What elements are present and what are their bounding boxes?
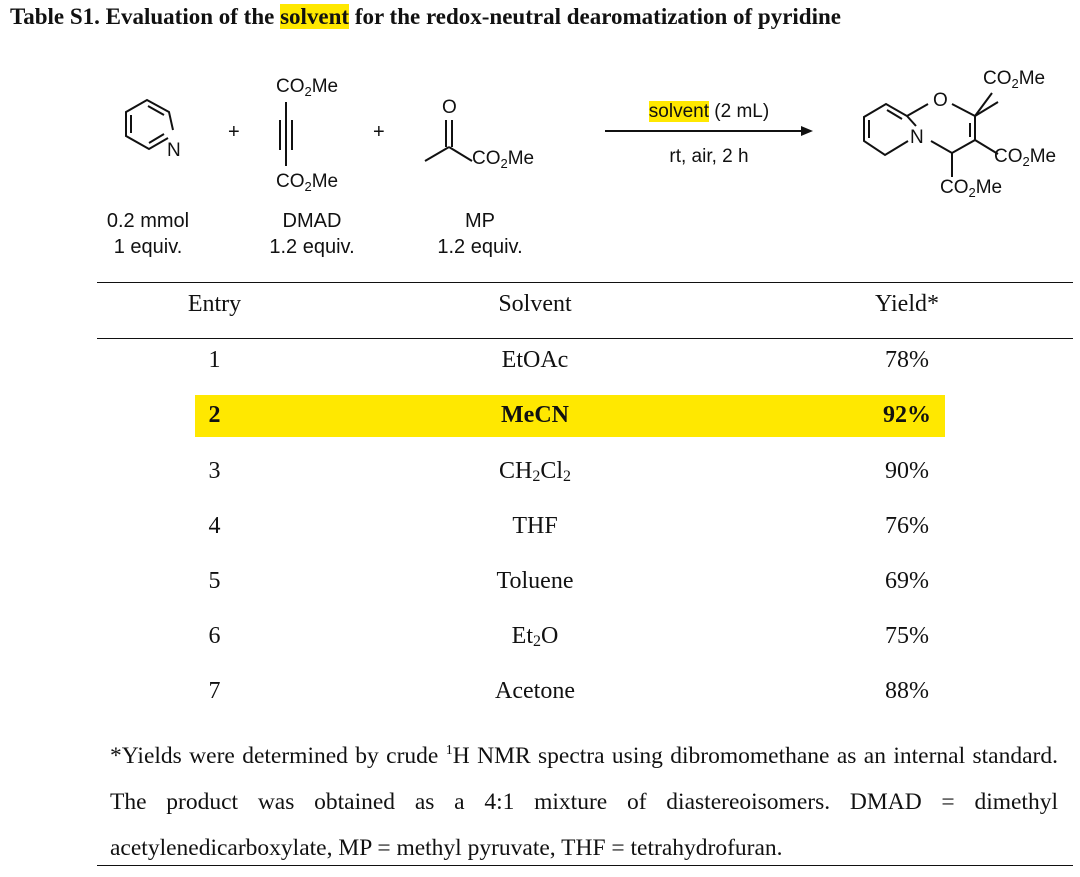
product-ester-top: $CO_2Me$ xyxy=(983,68,1046,91)
yield-cell: 88% xyxy=(885,678,929,704)
title-suffix: for the redox-neutral dearomatization of pyridine xyxy=(349,4,841,29)
table-row xyxy=(97,617,1073,661)
entry-cell: 6 xyxy=(208,623,221,649)
table-top-rule xyxy=(97,282,1073,283)
pyridine-amount: 0.2 mmol xyxy=(106,210,190,232)
arrow-solvent-label xyxy=(605,101,813,123)
header-entry: Entry xyxy=(187,291,242,317)
entry-cell: 1 xyxy=(208,347,221,373)
header-solvent: Solvent xyxy=(498,291,572,317)
solvent-cell: MeCN xyxy=(501,402,569,428)
table-row xyxy=(97,562,1073,606)
dmad-structure xyxy=(280,102,292,166)
solvent-cell: THF xyxy=(512,513,558,539)
solvent-cell: EtOAc xyxy=(501,347,569,373)
entry-cell: 2 xyxy=(208,402,221,428)
yield-cell: 76% xyxy=(885,513,929,539)
product-o-label: O xyxy=(933,90,948,111)
footnote-part-1: *Yields were determined by crude xyxy=(110,743,446,769)
solvent-cell: Acetone xyxy=(495,678,575,704)
mp-structure xyxy=(425,120,472,161)
table-row xyxy=(97,452,1073,496)
product-n-label: N xyxy=(910,127,924,148)
dmad-top-ester: $CO_2Me$ xyxy=(276,76,339,99)
arrow-conditions: rt, air, 2 h xyxy=(669,146,749,167)
solvent-subscript: 2 xyxy=(532,468,541,485)
solvent-part: O xyxy=(540,623,559,649)
yield-cell: 92% xyxy=(883,402,931,428)
solvent-part: CH xyxy=(498,458,533,484)
product-ester-bottom: $CO_2Me$ xyxy=(940,177,1003,200)
mp-name: MP xyxy=(465,210,495,232)
plus-sign-2: + xyxy=(373,121,385,143)
solvent-subscript: 2 xyxy=(563,468,572,485)
mp-ester: $CO_2Me$ xyxy=(472,148,535,171)
plus-sign-1: + xyxy=(228,121,240,143)
solvent-highlight: solvent xyxy=(648,101,709,122)
solvent-cell xyxy=(433,458,637,486)
table-header-rule xyxy=(97,338,1073,339)
table-footnote xyxy=(110,728,1058,871)
yield-cell: 69% xyxy=(885,568,929,594)
solvent-part: Cl xyxy=(540,458,564,484)
product-ester-right: $CO_2Me$ xyxy=(994,146,1057,169)
solvent-cell xyxy=(433,623,637,651)
table-row xyxy=(97,507,1073,551)
solvent-subscript: 2 xyxy=(532,633,541,650)
yield-cell: 78% xyxy=(885,347,929,373)
title-prefix: Table S1. Evaluation of the xyxy=(10,4,281,29)
dmad-bottom-ester: $CO_2Me$ xyxy=(276,171,339,194)
table-row xyxy=(97,341,1073,385)
solvent-cell: Toluene xyxy=(496,568,574,594)
pyridine-equiv: 1 equiv. xyxy=(113,236,183,258)
dmad-name: DMAD xyxy=(282,210,342,232)
entry-cell: 5 xyxy=(208,568,221,594)
mp-o-label: O xyxy=(442,97,457,118)
table-row-highlighted xyxy=(97,396,1073,440)
yield-cell: 90% xyxy=(885,458,929,484)
table-header-row xyxy=(97,285,1073,329)
dmad-equiv: 1.2 equiv. xyxy=(269,236,355,258)
table-bottom-rule xyxy=(97,865,1073,866)
footnote-superscript: 1 xyxy=(445,743,453,758)
table-row xyxy=(97,672,1073,716)
pyridine-n-label: N xyxy=(167,140,181,161)
title-highlight: solvent xyxy=(280,4,350,29)
reaction-arrow xyxy=(605,126,813,136)
entry-cell: 4 xyxy=(208,513,221,539)
solvent-volume: (2 mL) xyxy=(714,101,770,122)
footnote-part-2: H NMR spectra using dibromomethane as an internal standard. The product was obtained as a 4:1 mixture of diastereoisomers. DMAD = dimethyl acetylenedicarboxylate, MP = methyl pyruvate, THF = tetrahydrofuran. xyxy=(110,743,1058,861)
mp-equiv: 1.2 equiv. xyxy=(437,236,523,258)
header-yield: Yield* xyxy=(875,291,939,317)
product-structure xyxy=(864,93,998,177)
yield-cell: 75% xyxy=(885,623,929,649)
entry-cell: 3 xyxy=(208,458,221,484)
pyridine-structure xyxy=(126,100,173,149)
solvent-part: Et xyxy=(511,623,533,649)
entry-cell: 7 xyxy=(208,678,221,704)
